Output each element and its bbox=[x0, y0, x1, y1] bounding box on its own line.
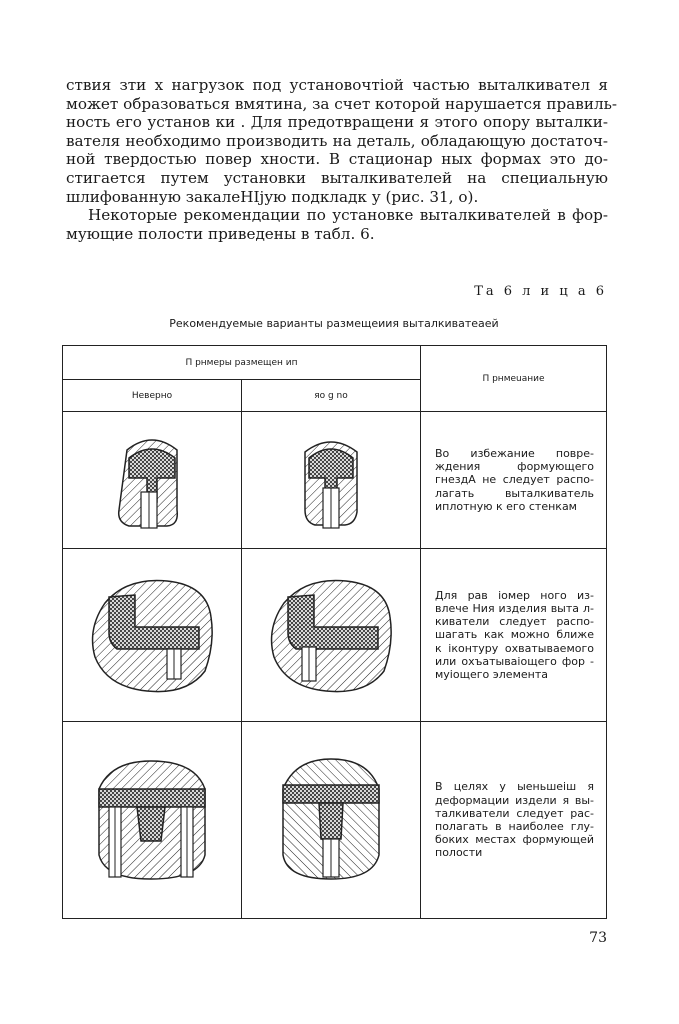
table-row bbox=[63, 549, 607, 722]
mold-diagram bbox=[291, 430, 371, 530]
text-line: стигается путем установки выталкивателей на специальную bbox=[66, 168, 608, 187]
note-line: Для рав iомер ного из- bbox=[435, 588, 594, 602]
text-line: может образоваться вмятина, за счет которой нарушается правиль- bbox=[66, 94, 617, 113]
page-number: 73 bbox=[589, 930, 607, 946]
col-wrong: Неверно bbox=[63, 380, 242, 412]
text-line: ность его установ ки . Для предотвращени я этого опору выталки- bbox=[66, 113, 608, 132]
note-line: В целях у ыеньшеiш я bbox=[435, 780, 594, 794]
paragraph-1 bbox=[66, 76, 617, 206]
note-1 bbox=[421, 412, 607, 549]
figure-right-1 bbox=[242, 412, 421, 549]
table-row bbox=[63, 722, 607, 919]
note-line: талкиватели следует рас- bbox=[435, 806, 594, 820]
note-line: или охъатываiощего фор - bbox=[435, 654, 594, 668]
text-line: вателя необходимо производить на деталь, обладающую достаточ- bbox=[66, 131, 608, 150]
note-line: иплотную к его стенкам bbox=[435, 499, 577, 513]
placement-table bbox=[62, 345, 607, 919]
col-right: яo g no bbox=[242, 380, 421, 412]
figure-right-3 bbox=[242, 722, 421, 919]
note-line: полости bbox=[435, 846, 483, 860]
table-label: Та 6 л и ц а 6 bbox=[474, 284, 607, 299]
header-examples: П рнмеры размещен ип bbox=[63, 346, 421, 380]
text-line: ной твердостью повер хности. В стационар ных формах это до- bbox=[66, 150, 608, 169]
note-line: ждения формующего bbox=[435, 460, 594, 474]
note-2 bbox=[421, 549, 607, 722]
text-line: шлифованную закалеНIjую подкладк у (рис. 31, о). bbox=[66, 187, 479, 206]
figure-wrong-3 bbox=[63, 722, 242, 919]
note-line: влече Ния изделия выта л- bbox=[435, 601, 594, 615]
note-line: лагать выталкиватель bbox=[435, 486, 594, 500]
note-line: полагать в наиболее глу- bbox=[435, 820, 594, 833]
note-line: муiощего элемента bbox=[435, 668, 548, 681]
table-row bbox=[63, 412, 607, 549]
note-line: шагать как можно ближе bbox=[435, 628, 594, 642]
mold-diagram bbox=[271, 755, 391, 885]
note-line: Во избежание повре- bbox=[435, 446, 594, 460]
figure-wrong-2 bbox=[63, 549, 242, 722]
text-line: мующие полости приведены в табл. 6. bbox=[66, 224, 375, 243]
text-line: ствия зти х нагрузок под установочтioй частью выталкивател я bbox=[66, 76, 608, 94]
mold-diagram bbox=[87, 755, 217, 885]
note-line: к iконтуру охватываемого bbox=[435, 641, 594, 655]
text-line: Некоторые рекомендации по установке выталкивателей в фор- bbox=[88, 206, 608, 224]
mold-diagram bbox=[87, 573, 217, 698]
note-line: гнездА не следует распо- bbox=[435, 473, 594, 487]
paragraph-2 bbox=[66, 206, 608, 243]
figure-wrong-1 bbox=[63, 412, 242, 549]
note-3 bbox=[421, 722, 607, 919]
mold-diagram bbox=[107, 430, 197, 530]
note-line: деформации издели я вы- bbox=[435, 793, 594, 807]
figure-right-2 bbox=[242, 549, 421, 722]
header-note: П рнмеuание bbox=[421, 346, 607, 412]
note-line: боких местах формующей bbox=[435, 833, 594, 847]
table-caption: Рекомендуемые варианты размещеиия выталкиватеаей bbox=[169, 317, 499, 330]
mold-diagram bbox=[266, 573, 396, 698]
note-line: киватели следует распо- bbox=[435, 615, 594, 629]
